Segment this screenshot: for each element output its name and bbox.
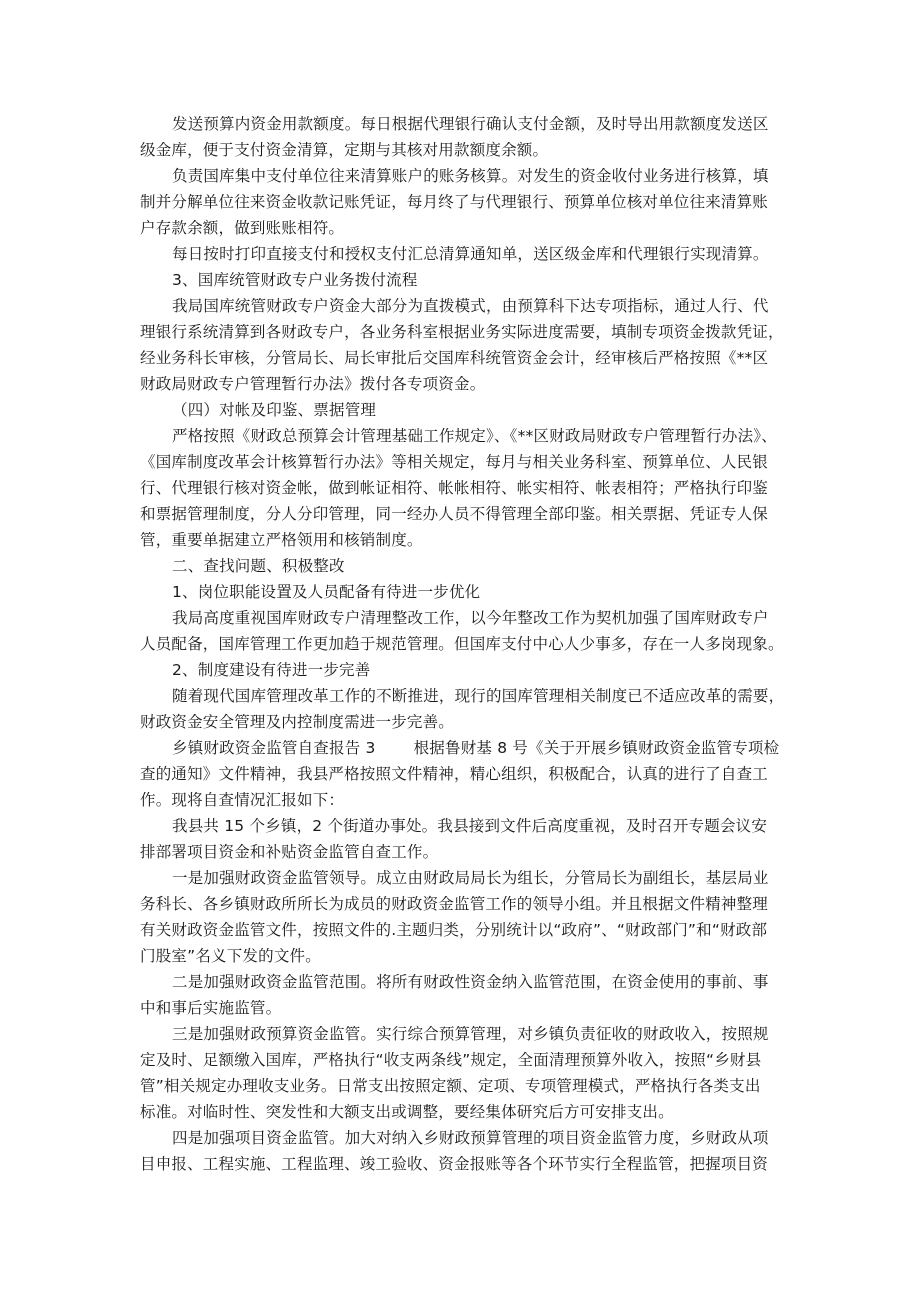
text-line: 我局国库统管财政专户资金大部分为直拨模式，由预算科下达专项指标，通过人行、代 <box>172 297 769 315</box>
paragraph <box>140 423 790 553</box>
text-line: 查的通知》文件精神，我县严格按照文件精神，精心组织，积极配合，认真的进行了自查工 <box>140 765 769 783</box>
text-line: 管”相关规定办理收支业务。日常支出按照定额、定项、专项管理模式，严格执行各类支出 <box>140 1077 761 1095</box>
text-line: 标准。对临时性、突发性和大额支出或调整，要经集体研究后方可安排支出。 <box>140 1103 674 1121</box>
report-title: 乡镇财政资金监管自查报告 3 <box>172 739 376 757</box>
text-line: 作。现将自查情况汇报如下： <box>140 791 345 809</box>
text-line: 根据鲁财基 8 号《关于开展乡镇财政资金监管专项检 <box>413 739 780 757</box>
paragraph <box>140 1021 790 1125</box>
text-line: 二是加强财政资金监管范围。将所有财政性资金纳入监管范围，在资金使用的事前、事 <box>172 973 769 991</box>
text-line: 务科长、各乡镇财政所所长为成员的财政资金监管工作的领导小组。并且根据文件精神整理 <box>140 895 769 913</box>
paragraph <box>140 111 790 163</box>
section-heading <box>140 579 790 605</box>
text-line: 行、代理银行核对资金帐，做到帐证相符、帐帐相符、帐实相符、帐表相符；严格执行印鉴 <box>140 479 769 497</box>
text-line: 管，重要单据建立严格领用和核销制度。 <box>140 531 423 549</box>
text-line: 负责国库集中支付单位往来清算账户的账务核算。对发生的资金收付业务进行核算，填 <box>172 167 769 185</box>
paragraph <box>140 293 790 397</box>
text-line: 财政局财政专户管理暂行办法》拨付各专项资金。 <box>140 375 486 393</box>
text-line: 定及时、足额缴入国库，严格执行“收支两条线”规定，全面清理预算外收入，按照“乡财县 <box>140 1051 762 1069</box>
paragraph <box>140 605 790 657</box>
paragraph <box>140 241 790 267</box>
text-line: 严格按照《财政总预算会计管理基础工作规定》、《**区财政局财政专户管理暂行办法》、 <box>172 427 777 445</box>
text-line: 四是加强项目资金监管。加大对纳入乡财政预算管理的项目资金监管力度，乡财政从项 <box>172 1129 769 1147</box>
text-line: 和票据管理制度，分人分印管理，同一经办人员不得管理全部印鉴。相关票据、凭证专人保 <box>140 505 769 523</box>
section-heading <box>140 657 790 683</box>
text-line: 2、制度建设有待进一步完善 <box>172 661 371 679</box>
text-line: 门股室”名义下发的文件。 <box>140 947 321 965</box>
text-line: 排部署项目资金和补贴资金监管自查工作。 <box>140 843 439 861</box>
paragraph <box>140 163 790 241</box>
text-line: 二、查找问题、积极整改 <box>172 557 345 575</box>
text-line: 经业务科长审核，分管局长、局长审批后交国库科统管资金会计，经审核后严格按照《**区 <box>140 349 769 367</box>
text-line: 财政资金安全管理及内控制度需进一步完善。 <box>140 713 455 731</box>
text-line: 人员配备，国库管理工作更加趋于规范管理。但国库支付中心人少事多，存在一人多岗现象。 <box>140 635 784 653</box>
text-line: 一是加强财政资金监管领导。成立由财政局局长为组长，分管局长为副组长，基层局业 <box>172 869 769 887</box>
text-line: （四）对帐及印鉴、票据管理 <box>172 401 377 419</box>
text-line: 级金库，便于支付资金清算，定期与其核对用款额度余额。 <box>140 141 549 159</box>
text-line: 户存款余额，做到账账相符。 <box>140 219 345 237</box>
text-line: 有关财政资金监管文件，按照文件的.主题归类，分别统计以“政府”、“财政部门”和“财政部 <box>140 921 768 939</box>
section-heading <box>140 397 790 423</box>
text-line: 发送预算内资金用款额度。每日根据代理银行确认支付金额，及时导出用款额度发送区 <box>172 115 769 133</box>
text-line: 中和事后实施监管。 <box>140 999 282 1017</box>
paragraph <box>140 735 790 813</box>
text-line: 每日按时打印直接支付和授权支付汇总清算通知单，送区级金库和代理银行实现清算。 <box>172 245 769 263</box>
text-line: 1、岗位职能设置及人员配备有待进一步优化 <box>172 583 481 601</box>
paragraph <box>140 683 790 735</box>
paragraph <box>140 813 790 865</box>
section-heading <box>140 553 790 579</box>
text-line: 三是加强财政预算资金监管。实行综合预算管理，对乡镇负责征收的财政收入，按照规 <box>172 1025 769 1043</box>
text-line: 随着现代国库管理改革工作的不断推进，现行的国库管理相关制度已不适应改革的需要， <box>172 687 785 705</box>
text-line: 3、国库统管财政专户业务拨付流程 <box>172 271 418 289</box>
paragraph <box>140 969 790 1021</box>
text-line: 理银行系统清算到各财政专户，各业务科室根据业务实际进度需要，填制专项资金拨款凭证， <box>140 323 784 341</box>
paragraph <box>140 1125 790 1177</box>
text-line: 我县共 15 个乡镇，2 个街道办事处。我县接到文件后高度重视，及时召开专题会议安 <box>172 817 768 835</box>
text-line: 我局高度重视国库财政专户清理整改工作，以今年整改工作为契机加强了国库财政专户 <box>172 609 769 627</box>
paragraph <box>140 865 790 969</box>
text-line: 目申报、工程实施、工程监理、竣工验收、资金报账等各个环节实行全程监管，把握项目资 <box>140 1155 769 1173</box>
section-heading <box>140 267 790 293</box>
text-line: 《国库制度改革会计核算暂行办法》等相关规定，每月与相关业务科室、预算单位、人民银 <box>140 453 769 471</box>
text-line: 制并分解单位往来资金收款记账凭证，每月终了与代理银行、预算单位核对单位往来清算账 <box>140 193 769 211</box>
